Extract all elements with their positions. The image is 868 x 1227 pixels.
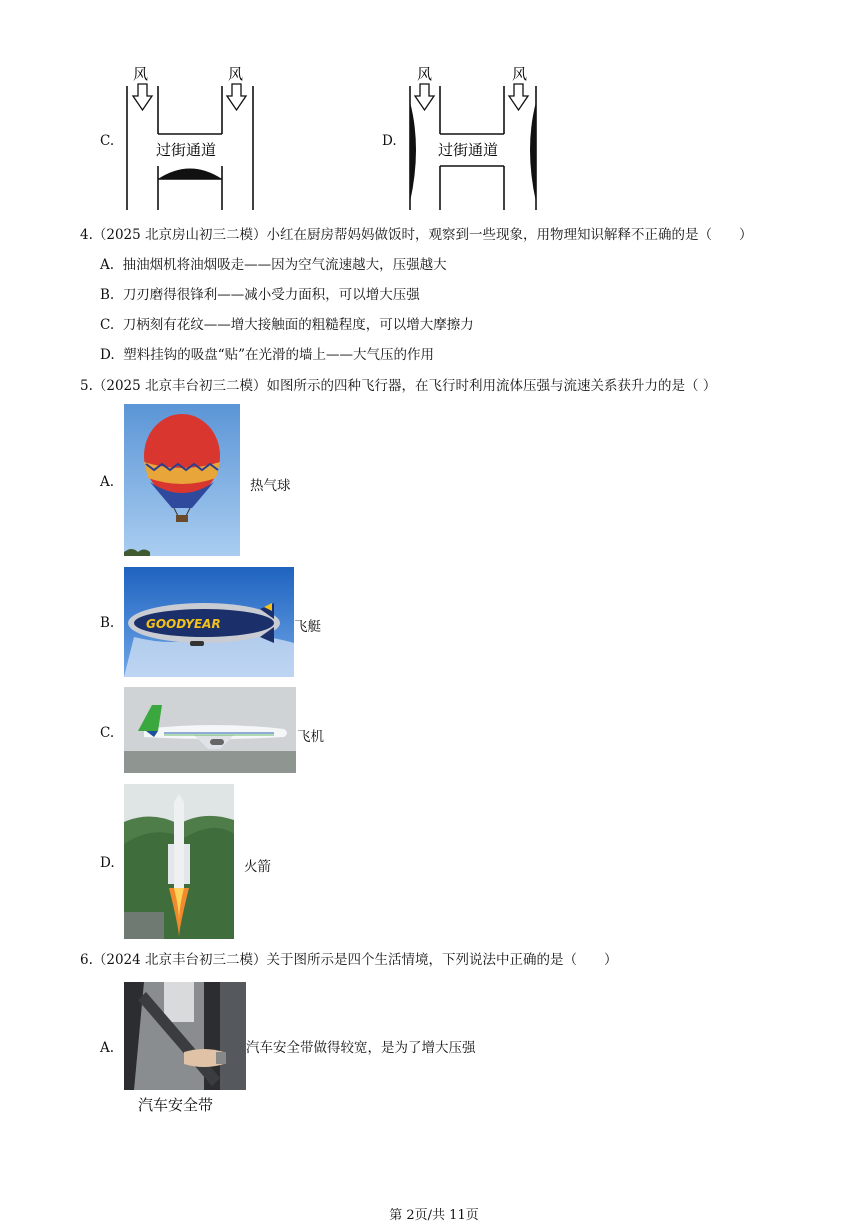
airplane-image xyxy=(124,687,296,773)
q3-option-d-diagram xyxy=(402,62,544,214)
q5-option-b-caption: 飞艇 xyxy=(294,619,321,635)
blimp-image xyxy=(124,567,294,677)
q5-option-c-caption: 飞机 xyxy=(297,729,324,745)
q4-option-a xyxy=(100,256,447,274)
down-arrow-icon xyxy=(227,84,246,110)
q5-option-d-label: D. xyxy=(100,855,115,871)
passage-label: 过街通道 xyxy=(438,141,499,159)
q3-option-c-label: C. xyxy=(100,133,115,149)
option-label: D. xyxy=(100,347,115,363)
down-arrow-icon xyxy=(415,84,434,110)
q5-stem: 5.（2025 北京丰台初三二模）如图所示的四种飞行器，在飞行时利用流体压强与流速关系获升力的是（ ） xyxy=(80,378,717,394)
option-text: 刀柄刻有花纹——增大接触面的粗糙程度，可以增大摩擦力 xyxy=(122,317,474,333)
rocket-image xyxy=(124,784,234,939)
option-text: 刀刃磨得很锋利——减小受力面积，可以增大压强 xyxy=(122,287,420,303)
q6-option-a-text: 汽车安全带做得较宽，是为了增大压强 xyxy=(246,1040,476,1056)
seatbelt-image xyxy=(124,982,246,1090)
q4-option-d xyxy=(100,346,434,364)
page-footer: 第 2页/共 11页 xyxy=(389,1208,479,1223)
wind-label-left: 风 xyxy=(133,65,149,83)
q3-option-c-diagram xyxy=(120,62,260,214)
q5-option-a-caption: 热气球 xyxy=(250,478,291,494)
q4-stem: 4.（2025 北京房山初三二模）小红在厨房帮妈妈做饭时，观察到一些现象，用物理知识解释不正确的是（ ） xyxy=(80,227,753,243)
seatbelt-image-caption: 汽车安全带 xyxy=(138,1096,214,1114)
blimp-logo-text: GOODYEAR xyxy=(146,617,221,631)
q4-option-c xyxy=(100,316,474,334)
q3-option-d-label: D. xyxy=(382,133,397,149)
q6-option-a-label: A. xyxy=(100,1040,115,1056)
q5-option-c-label: C. xyxy=(100,725,115,741)
wind-label-right: 风 xyxy=(512,65,528,83)
hot-air-balloon-image xyxy=(124,404,240,556)
q5-option-d-caption: 火箭 xyxy=(244,859,271,875)
q4-option-b xyxy=(100,286,420,304)
down-arrow-icon xyxy=(509,84,528,110)
option-label: A. xyxy=(100,257,115,273)
option-text: 塑料挂钩的吸盘“贴”在光滑的墙上——大气压的作用 xyxy=(123,347,435,363)
option-label: C. xyxy=(100,317,115,333)
q5-option-a-label: A. xyxy=(100,474,115,490)
option-text: 抽油烟机将油烟吸走——因为空气流速越大，压强越大 xyxy=(122,257,447,273)
wind-label-left: 风 xyxy=(417,65,433,83)
wind-label-right: 风 xyxy=(228,65,244,83)
passage-label: 过街通道 xyxy=(156,141,217,159)
option-label: B. xyxy=(100,287,115,303)
down-arrow-icon xyxy=(133,84,152,110)
q6-stem: 6.（2024 北京丰台初三二模）关于图所示是四个生活情境，下列说法中正确的是（ ） xyxy=(80,952,618,968)
q5-option-b-label: B. xyxy=(100,615,115,631)
